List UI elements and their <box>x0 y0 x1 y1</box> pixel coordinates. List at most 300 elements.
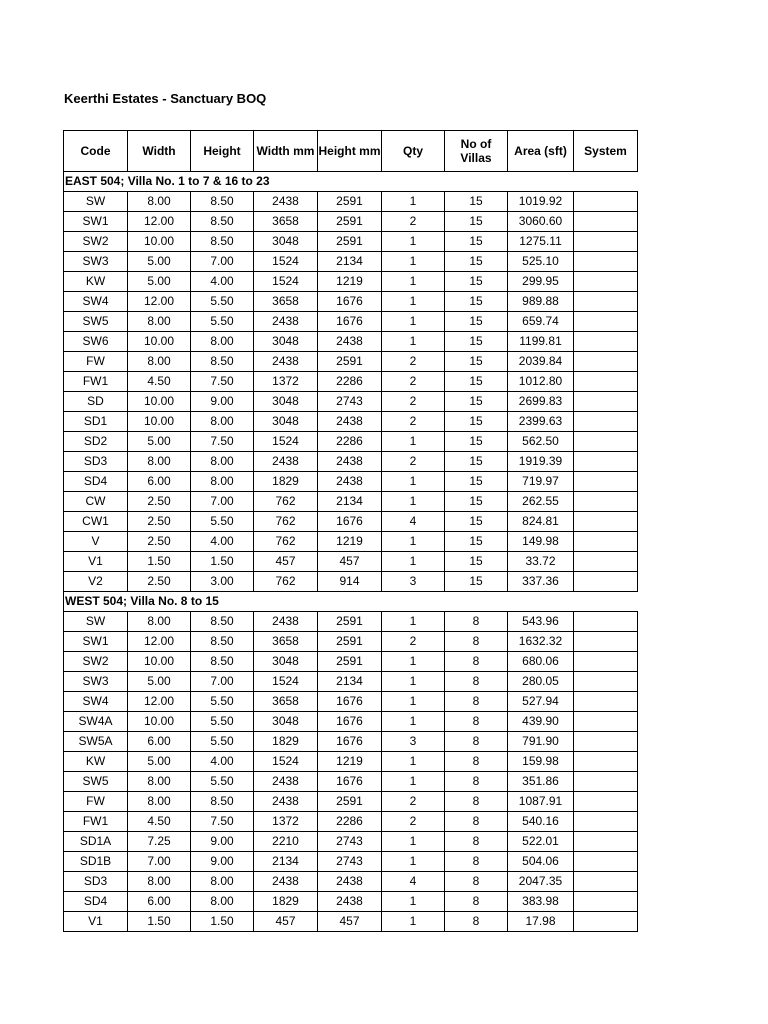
cell-qty: 1 <box>382 912 445 932</box>
cell-no-of-villas: 15 <box>445 292 508 312</box>
cell-qty: 1 <box>382 192 445 212</box>
table-row <box>64 492 638 512</box>
cell-area: 659.74 <box>508 312 574 332</box>
cell-code: V <box>64 532 128 552</box>
cell-no-of-villas: 15 <box>445 312 508 332</box>
cell-code: SW5A <box>64 732 128 752</box>
cell-no-of-villas: 8 <box>445 752 508 772</box>
cell-width-mm: 2438 <box>254 192 318 212</box>
cell-code: SW2 <box>64 652 128 672</box>
table-body <box>64 172 638 932</box>
cell-width: 1.50 <box>128 912 191 932</box>
cell-no-of-villas: 8 <box>445 812 508 832</box>
cell-system <box>574 892 638 912</box>
cell-system <box>574 652 638 672</box>
cell-height-mm: 2286 <box>318 372 382 392</box>
cell-system <box>574 552 638 572</box>
cell-system <box>574 912 638 932</box>
cell-height-mm: 1219 <box>318 272 382 292</box>
section-label: WEST 504; Villa No. 8 to 15 <box>64 592 638 612</box>
cell-area: 1019.92 <box>508 192 574 212</box>
cell-qty: 1 <box>382 772 445 792</box>
cell-height-mm: 2286 <box>318 812 382 832</box>
cell-height-mm: 2591 <box>318 352 382 372</box>
cell-code: SW <box>64 192 128 212</box>
cell-code: SW1 <box>64 212 128 232</box>
cell-system <box>574 192 638 212</box>
cell-height: 9.00 <box>191 832 254 852</box>
cell-width: 8.00 <box>128 872 191 892</box>
table-row <box>64 232 638 252</box>
cell-height: 7.50 <box>191 812 254 832</box>
cell-height: 8.50 <box>191 352 254 372</box>
cell-qty: 2 <box>382 792 445 812</box>
header-width-mm: Width mm <box>254 131 318 172</box>
cell-no-of-villas: 15 <box>445 392 508 412</box>
table-row <box>64 412 638 432</box>
cell-no-of-villas: 15 <box>445 452 508 472</box>
cell-area: 280.05 <box>508 672 574 692</box>
table-row <box>64 312 638 332</box>
cell-height-mm: 2743 <box>318 392 382 412</box>
cell-qty: 1 <box>382 612 445 632</box>
cell-no-of-villas: 15 <box>445 492 508 512</box>
cell-width: 8.00 <box>128 612 191 632</box>
cell-qty: 2 <box>382 632 445 652</box>
cell-area: 351.86 <box>508 772 574 792</box>
cell-width: 6.00 <box>128 892 191 912</box>
cell-no-of-villas: 15 <box>445 552 508 572</box>
cell-qty: 1 <box>382 532 445 552</box>
cell-height: 3.00 <box>191 572 254 592</box>
header-system: System <box>574 131 638 172</box>
cell-code: SW3 <box>64 672 128 692</box>
cell-system <box>574 252 638 272</box>
cell-height-mm: 2591 <box>318 232 382 252</box>
table-row <box>64 672 638 692</box>
cell-system <box>574 212 638 232</box>
cell-code: SW5 <box>64 312 128 332</box>
cell-code: FW1 <box>64 812 128 832</box>
cell-width-mm: 2438 <box>254 352 318 372</box>
cell-system <box>574 832 638 852</box>
cell-area: 543.96 <box>508 612 574 632</box>
cell-no-of-villas: 8 <box>445 892 508 912</box>
header-area: Area (sft) <box>508 131 574 172</box>
table-row <box>64 652 638 672</box>
cell-width-mm: 2210 <box>254 832 318 852</box>
cell-width-mm: 3048 <box>254 652 318 672</box>
cell-code: SD4 <box>64 472 128 492</box>
cell-height-mm: 1676 <box>318 312 382 332</box>
cell-width-mm: 762 <box>254 532 318 552</box>
cell-width-mm: 3658 <box>254 632 318 652</box>
cell-width: 5.00 <box>128 252 191 272</box>
cell-height-mm: 2438 <box>318 332 382 352</box>
cell-qty: 1 <box>382 712 445 732</box>
cell-area: 337.36 <box>508 572 574 592</box>
cell-width: 5.00 <box>128 752 191 772</box>
cell-height-mm: 2743 <box>318 852 382 872</box>
cell-system <box>574 632 638 652</box>
cell-no-of-villas: 8 <box>445 712 508 732</box>
cell-qty: 3 <box>382 572 445 592</box>
cell-width-mm: 1829 <box>254 732 318 752</box>
table-row <box>64 552 638 572</box>
cell-area: 1199.81 <box>508 332 574 352</box>
cell-qty: 4 <box>382 872 445 892</box>
cell-area: 680.06 <box>508 652 574 672</box>
table-row <box>64 332 638 352</box>
cell-width-mm: 1372 <box>254 812 318 832</box>
cell-system <box>574 572 638 592</box>
cell-width-mm: 1524 <box>254 252 318 272</box>
cell-height-mm: 2286 <box>318 432 382 452</box>
cell-width: 1.50 <box>128 552 191 572</box>
cell-width: 2.50 <box>128 532 191 552</box>
cell-no-of-villas: 8 <box>445 652 508 672</box>
cell-height-mm: 1676 <box>318 712 382 732</box>
header-no-of-villas: No of Villas <box>445 131 508 172</box>
cell-no-of-villas: 15 <box>445 192 508 212</box>
cell-width-mm: 3048 <box>254 412 318 432</box>
cell-height-mm: 1676 <box>318 772 382 792</box>
cell-width: 2.50 <box>128 512 191 532</box>
cell-height-mm: 1676 <box>318 512 382 532</box>
cell-width-mm: 1829 <box>254 892 318 912</box>
cell-height-mm: 1219 <box>318 532 382 552</box>
cell-height: 5.50 <box>191 692 254 712</box>
cell-system <box>574 472 638 492</box>
cell-area: 17.98 <box>508 912 574 932</box>
cell-code: SD3 <box>64 872 128 892</box>
cell-width: 12.00 <box>128 632 191 652</box>
cell-system <box>574 772 638 792</box>
table-row <box>64 792 638 812</box>
cell-width-mm: 1524 <box>254 752 318 772</box>
cell-width: 6.00 <box>128 472 191 492</box>
cell-code: KW <box>64 752 128 772</box>
cell-height-mm: 1219 <box>318 752 382 772</box>
cell-system <box>574 312 638 332</box>
cell-area: 522.01 <box>508 832 574 852</box>
table-row <box>64 212 638 232</box>
cell-width: 10.00 <box>128 652 191 672</box>
cell-code: SW <box>64 612 128 632</box>
cell-height: 4.00 <box>191 272 254 292</box>
cell-qty: 1 <box>382 252 445 272</box>
cell-height-mm: 2438 <box>318 452 382 472</box>
cell-system <box>574 412 638 432</box>
cell-area: 540.16 <box>508 812 574 832</box>
cell-system <box>574 332 638 352</box>
cell-code: V1 <box>64 552 128 572</box>
cell-code: SW4 <box>64 692 128 712</box>
cell-qty: 4 <box>382 512 445 532</box>
cell-system <box>574 452 638 472</box>
cell-height: 8.00 <box>191 872 254 892</box>
cell-code: CW1 <box>64 512 128 532</box>
cell-width-mm: 1524 <box>254 672 318 692</box>
table-row <box>64 832 638 852</box>
cell-height: 5.50 <box>191 772 254 792</box>
cell-height-mm: 2591 <box>318 192 382 212</box>
cell-width: 5.00 <box>128 672 191 692</box>
cell-height-mm: 1676 <box>318 292 382 312</box>
cell-system <box>574 432 638 452</box>
cell-code: V1 <box>64 912 128 932</box>
cell-code: SW1 <box>64 632 128 652</box>
cell-code: SW4A <box>64 712 128 732</box>
cell-system <box>574 672 638 692</box>
cell-no-of-villas: 8 <box>445 852 508 872</box>
cell-height-mm: 2438 <box>318 412 382 432</box>
cell-height: 8.50 <box>191 652 254 672</box>
table-row <box>64 912 638 932</box>
cell-no-of-villas: 8 <box>445 612 508 632</box>
cell-code: SD4 <box>64 892 128 912</box>
cell-code: FW <box>64 352 128 372</box>
cell-code: SW3 <box>64 252 128 272</box>
cell-code: SW2 <box>64 232 128 252</box>
cell-width: 5.00 <box>128 272 191 292</box>
cell-width: 12.00 <box>128 212 191 232</box>
cell-system <box>574 752 638 772</box>
cell-height-mm: 1676 <box>318 732 382 752</box>
cell-width: 4.50 <box>128 812 191 832</box>
cell-height-mm: 2134 <box>318 492 382 512</box>
cell-width-mm: 3658 <box>254 292 318 312</box>
table-row <box>64 272 638 292</box>
cell-qty: 2 <box>382 212 445 232</box>
cell-area: 719.97 <box>508 472 574 492</box>
cell-height-mm: 2743 <box>318 832 382 852</box>
cell-area: 2047.35 <box>508 872 574 892</box>
cell-qty: 1 <box>382 232 445 252</box>
cell-qty: 1 <box>382 472 445 492</box>
cell-height: 8.50 <box>191 612 254 632</box>
cell-width: 7.25 <box>128 832 191 852</box>
cell-width: 10.00 <box>128 232 191 252</box>
cell-area: 527.94 <box>508 692 574 712</box>
cell-no-of-villas: 8 <box>445 792 508 812</box>
table-row <box>64 712 638 732</box>
cell-height-mm: 2134 <box>318 672 382 692</box>
cell-area: 3060.60 <box>508 212 574 232</box>
cell-area: 2399.63 <box>508 412 574 432</box>
cell-qty: 1 <box>382 432 445 452</box>
cell-width: 10.00 <box>128 332 191 352</box>
cell-width-mm: 762 <box>254 572 318 592</box>
cell-height: 9.00 <box>191 852 254 872</box>
cell-area: 299.95 <box>508 272 574 292</box>
cell-qty: 2 <box>382 352 445 372</box>
cell-system <box>574 692 638 712</box>
cell-height: 5.50 <box>191 512 254 532</box>
cell-code: SD <box>64 392 128 412</box>
table-row <box>64 852 638 872</box>
cell-height: 7.50 <box>191 372 254 392</box>
cell-no-of-villas: 8 <box>445 692 508 712</box>
cell-width-mm: 1524 <box>254 432 318 452</box>
cell-width: 8.00 <box>128 312 191 332</box>
cell-area: 149.98 <box>508 532 574 552</box>
cell-system <box>574 372 638 392</box>
table-row <box>64 752 638 772</box>
cell-height: 9.00 <box>191 392 254 412</box>
cell-area: 1087.91 <box>508 792 574 812</box>
table-row <box>64 892 638 912</box>
cell-height-mm: 2591 <box>318 652 382 672</box>
cell-code: SD2 <box>64 432 128 452</box>
table-row <box>64 772 638 792</box>
cell-width-mm: 3658 <box>254 692 318 712</box>
cell-area: 262.55 <box>508 492 574 512</box>
cell-height: 8.00 <box>191 452 254 472</box>
table-row <box>64 192 638 212</box>
cell-no-of-villas: 15 <box>445 512 508 532</box>
cell-area: 1632.32 <box>508 632 574 652</box>
cell-qty: 1 <box>382 892 445 912</box>
cell-qty: 1 <box>382 672 445 692</box>
cell-code: KW <box>64 272 128 292</box>
cell-code: V2 <box>64 572 128 592</box>
cell-width: 6.00 <box>128 732 191 752</box>
cell-area: 504.06 <box>508 852 574 872</box>
table-row <box>64 812 638 832</box>
cell-height-mm: 2438 <box>318 892 382 912</box>
cell-system <box>574 232 638 252</box>
cell-qty: 1 <box>382 492 445 512</box>
cell-height-mm: 914 <box>318 572 382 592</box>
cell-width-mm: 1524 <box>254 272 318 292</box>
cell-code: SD3 <box>64 452 128 472</box>
table-row <box>64 472 638 492</box>
boq-table <box>63 130 638 932</box>
table-row <box>64 512 638 532</box>
table-row <box>64 252 638 272</box>
cell-qty: 1 <box>382 552 445 572</box>
cell-height: 8.00 <box>191 472 254 492</box>
cell-qty: 1 <box>382 852 445 872</box>
cell-height: 8.50 <box>191 792 254 812</box>
cell-width-mm: 457 <box>254 552 318 572</box>
cell-height: 1.50 <box>191 912 254 932</box>
cell-no-of-villas: 8 <box>445 872 508 892</box>
cell-area: 2039.84 <box>508 352 574 372</box>
cell-width-mm: 3048 <box>254 232 318 252</box>
header-code: Code <box>64 131 128 172</box>
cell-width-mm: 1829 <box>254 472 318 492</box>
cell-area: 159.98 <box>508 752 574 772</box>
cell-height-mm: 1676 <box>318 692 382 712</box>
cell-area: 2699.83 <box>508 392 574 412</box>
cell-no-of-villas: 8 <box>445 832 508 852</box>
cell-width: 10.00 <box>128 392 191 412</box>
cell-width: 5.00 <box>128 432 191 452</box>
cell-width: 10.00 <box>128 712 191 732</box>
cell-system <box>574 852 638 872</box>
cell-qty: 1 <box>382 332 445 352</box>
table-row <box>64 572 638 592</box>
cell-area: 1012.80 <box>508 372 574 392</box>
header-qty: Qty <box>382 131 445 172</box>
cell-no-of-villas: 15 <box>445 572 508 592</box>
cell-code: SD1A <box>64 832 128 852</box>
cell-height: 7.00 <box>191 252 254 272</box>
cell-system <box>574 492 638 512</box>
cell-width-mm: 2438 <box>254 792 318 812</box>
cell-code: FW <box>64 792 128 812</box>
cell-height-mm: 2591 <box>318 632 382 652</box>
cell-width: 8.00 <box>128 192 191 212</box>
section-header-row <box>64 172 638 192</box>
cell-qty: 1 <box>382 292 445 312</box>
cell-width: 2.50 <box>128 572 191 592</box>
section-label: EAST 504; Villa No. 1 to 7 & 16 to 23 <box>64 172 638 192</box>
cell-no-of-villas: 8 <box>445 912 508 932</box>
cell-height: 7.50 <box>191 432 254 452</box>
cell-height-mm: 457 <box>318 552 382 572</box>
cell-height-mm: 2134 <box>318 252 382 272</box>
cell-area: 1275.11 <box>508 232 574 252</box>
cell-no-of-villas: 15 <box>445 332 508 352</box>
table-row <box>64 292 638 312</box>
cell-height: 1.50 <box>191 552 254 572</box>
cell-system <box>574 612 638 632</box>
cell-height: 8.50 <box>191 232 254 252</box>
cell-qty: 1 <box>382 312 445 332</box>
cell-system <box>574 812 638 832</box>
cell-width-mm: 2438 <box>254 452 318 472</box>
cell-qty: 1 <box>382 832 445 852</box>
table-row <box>64 872 638 892</box>
cell-qty: 1 <box>382 652 445 672</box>
cell-height: 5.50 <box>191 292 254 312</box>
cell-height: 8.00 <box>191 412 254 432</box>
cell-no-of-villas: 15 <box>445 432 508 452</box>
cell-no-of-villas: 15 <box>445 412 508 432</box>
cell-no-of-villas: 15 <box>445 472 508 492</box>
cell-width-mm: 762 <box>254 512 318 532</box>
cell-qty: 3 <box>382 732 445 752</box>
cell-height: 8.50 <box>191 192 254 212</box>
cell-qty: 1 <box>382 692 445 712</box>
cell-height: 7.00 <box>191 672 254 692</box>
cell-system <box>574 512 638 532</box>
cell-height: 8.00 <box>191 892 254 912</box>
cell-width-mm: 3658 <box>254 212 318 232</box>
cell-width: 2.50 <box>128 492 191 512</box>
cell-height: 8.50 <box>191 632 254 652</box>
cell-width-mm: 2438 <box>254 772 318 792</box>
cell-height: 5.50 <box>191 712 254 732</box>
cell-qty: 2 <box>382 372 445 392</box>
cell-width-mm: 1372 <box>254 372 318 392</box>
cell-area: 989.88 <box>508 292 574 312</box>
cell-no-of-villas: 15 <box>445 532 508 552</box>
table-row <box>64 632 638 652</box>
cell-height: 5.50 <box>191 732 254 752</box>
cell-no-of-villas: 8 <box>445 672 508 692</box>
cell-no-of-villas: 15 <box>445 372 508 392</box>
table-row <box>64 612 638 632</box>
cell-area: 1919.39 <box>508 452 574 472</box>
cell-system <box>574 292 638 312</box>
cell-area: 383.98 <box>508 892 574 912</box>
cell-no-of-villas: 15 <box>445 212 508 232</box>
cell-width-mm: 762 <box>254 492 318 512</box>
